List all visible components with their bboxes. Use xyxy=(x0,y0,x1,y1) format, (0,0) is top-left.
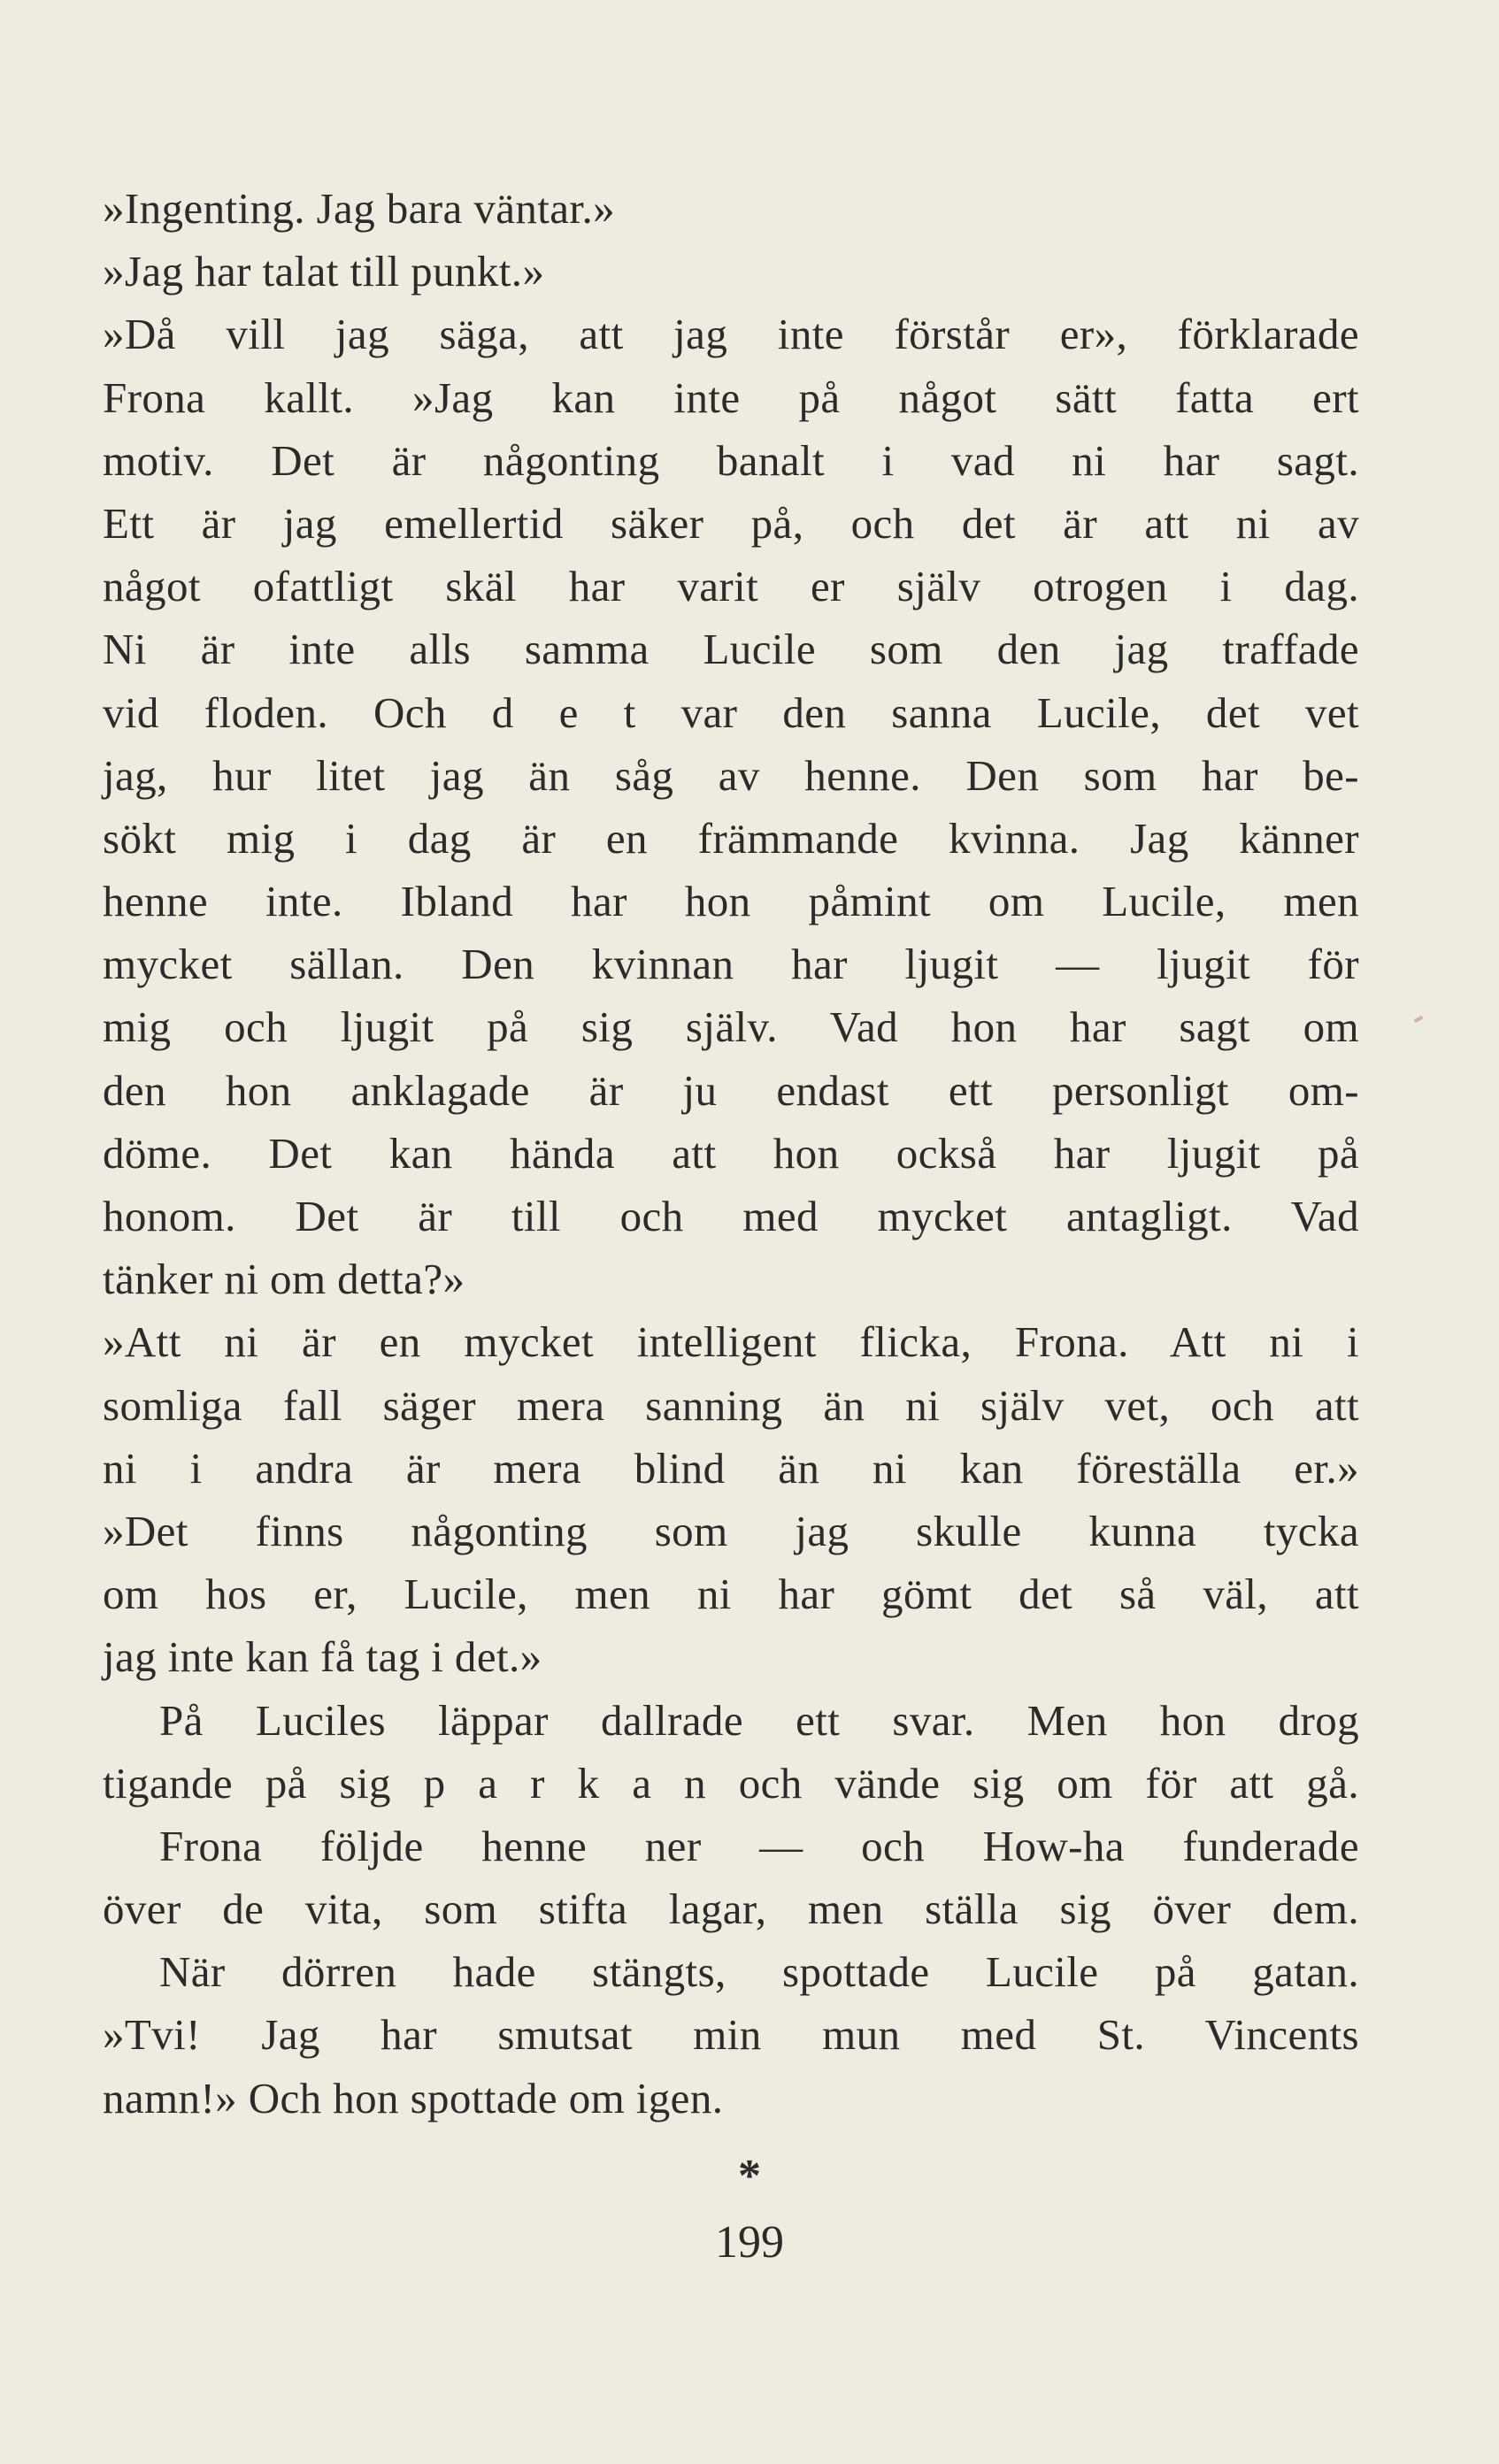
paper-speck xyxy=(1414,1016,1424,1023)
text-line: namn!» Och hon spottade om igen. xyxy=(103,2073,724,2122)
text-line: somliga fall säger mera sanning än ni själv vet, och att xyxy=(103,1380,1359,1430)
text-line: ni i andra är mera blind än ni kan föreställa er.» xyxy=(103,1443,1359,1493)
page-number: 199 xyxy=(715,2217,784,2268)
text-line: jag inte kan få tag i det.» xyxy=(103,1632,542,1682)
text-line: döme. Det kan hända att hon också har ljugit på xyxy=(103,1128,1359,1178)
text-line: »Att ni är en mycket intelligent flicka, Frona. Att ni i xyxy=(103,1317,1359,1367)
text-line: henne inte. Ibland har hon påmint om Lucile, men xyxy=(103,877,1359,926)
text-line: »Tvi! Jag har smutsat min mun med St. Vincents xyxy=(103,2010,1359,2060)
text-line: över de vita, som stifta lagar, men ställa sig över dem. xyxy=(103,1884,1359,1934)
text-line: Ni är inte alls samma Lucile som den jag traffade xyxy=(103,625,1359,674)
text-line: motiv. Det är någonting banalt i vad ni har sagt. xyxy=(103,435,1359,485)
text-line: något ofattligt skäl har varit er själv otrogen i dag. xyxy=(103,562,1359,611)
text-line: »Då vill jag säga, att jag inte förstår er», förklarade xyxy=(103,310,1359,359)
text-line: När dörren hade stängts, spottade Lucile på gatan. xyxy=(159,1947,1359,1997)
text-line: På Luciles läppar dallrade ett svar. Men hon drog xyxy=(159,1695,1359,1745)
text-line: den hon anklagade är ju endast ett personligt om- xyxy=(103,1065,1359,1115)
text-line: Frona följde henne ner — och How-ha funderade xyxy=(159,1821,1359,1870)
section-divider-asterisk: * xyxy=(738,2151,761,2201)
text-line: sökt mig i dag är en främmande kvinna. Jag känner xyxy=(103,813,1359,863)
text-line: honom. Det är till och med mycket antagligt. Vad xyxy=(103,1192,1359,1240)
text-line: tänker ni om detta?» xyxy=(103,1255,465,1304)
text-line: jag, hur litet jag än såg av henne. Den som har be- xyxy=(103,750,1359,800)
body-text xyxy=(103,177,1359,2130)
text-line: »Det finns någonting som jag skulle kunna tycka xyxy=(103,1506,1359,1555)
text-line: tigande på sig p a r k a n och vände sig om för att gå. xyxy=(103,1758,1359,1808)
text-line: Ett är jag emellertid säker på, och det är att ni av xyxy=(103,498,1359,548)
text-line: »Ingenting. Jag bara väntar.» xyxy=(103,184,615,233)
text-line: mycket sällan. Den kvinnan har ljugit — ljugit för xyxy=(103,940,1359,989)
text-line: Frona kallt. »Jag kan inte på något sätt fatta ert xyxy=(103,372,1359,422)
text-line: om hos er, Lucile, men ni har gömt det så väl, att xyxy=(103,1570,1359,1619)
text-line: vid floden. Och d e t var den sanna Lucile, det vet xyxy=(103,687,1359,737)
text-line: mig och ljugit på sig själv. Vad hon har sagt om xyxy=(103,1002,1359,1052)
text-line: »Jag har talat till punkt.» xyxy=(103,247,545,296)
